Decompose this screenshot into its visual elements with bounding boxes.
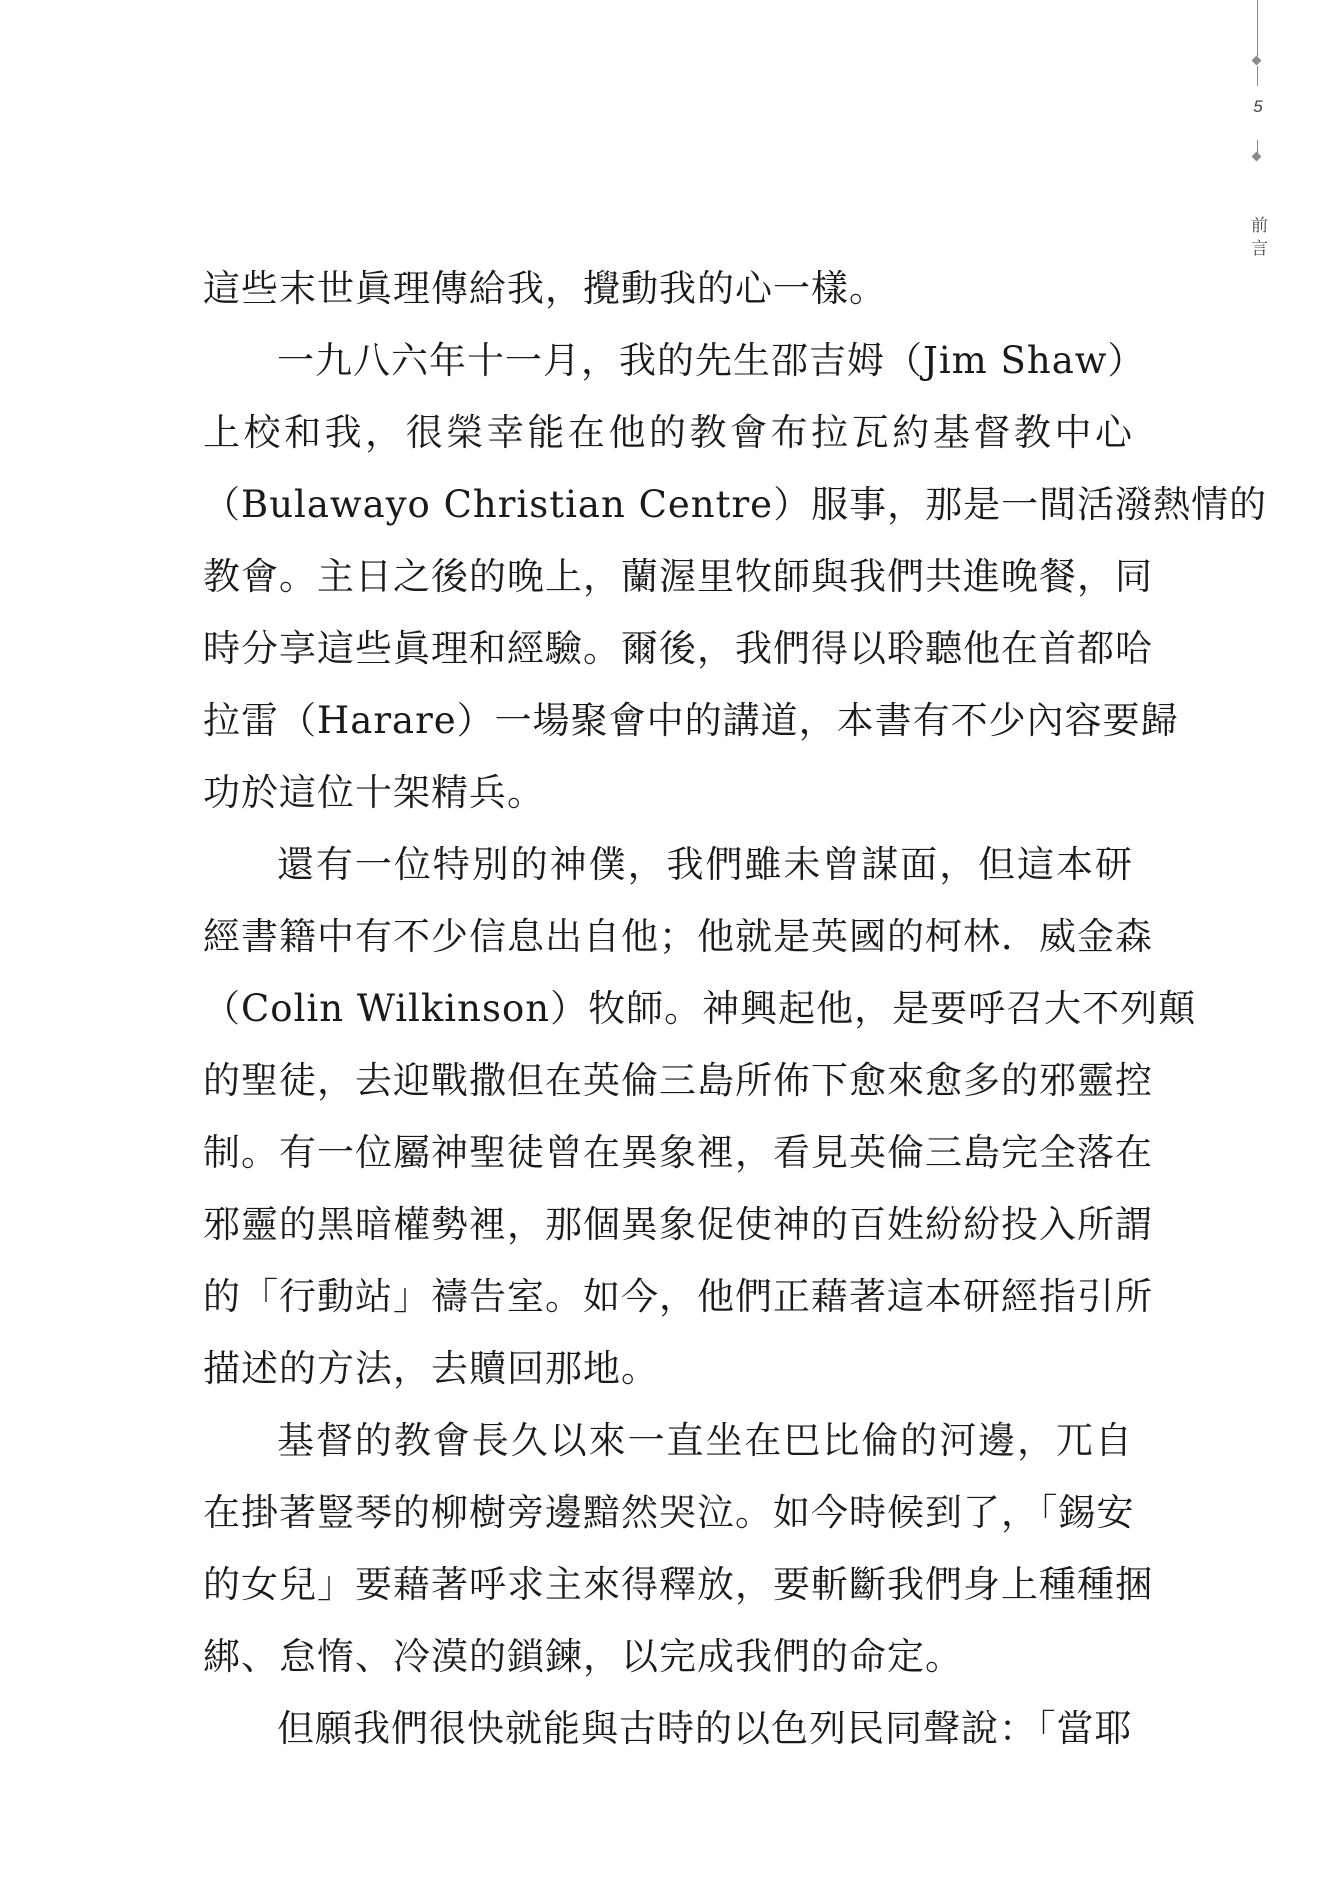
text-line: 在掛著豎琴的柳樹旁邊黯然哭泣。如今時候到了，「錫安 — [203, 1491, 1135, 1534]
margin-rule-mid — [1257, 66, 1258, 86]
text-line: 拉雷（Harare）一場聚會中的講道，本書有不少內容要歸 — [203, 699, 1179, 742]
text-line: 這些末世眞理傳給我，攪動我的心一樣。 — [203, 267, 887, 310]
text-line: （Colin Wilkinson）牧師。神興起他，是要呼召大不列顛 — [203, 987, 1197, 1030]
text-line: 的女兒」要藉著呼求主來得釋放，要斬斷我們身上種種捆 — [203, 1563, 1153, 1606]
text-line: （Bulawayo Christian Centre）服事，那是一間活潑熱情的 — [203, 483, 1268, 526]
text-line: 功於這位十架精兵。 — [203, 771, 545, 814]
margin-rule-top — [1257, 0, 1258, 56]
text-line: 邪靈的黑暗權勢裡，那個異象促使神的百姓紛紛投入所謂 — [203, 1203, 1153, 1246]
margin-diamond-ornament-top — [1252, 56, 1262, 66]
text-line: 描述的方法，去贖回那地。 — [203, 1347, 659, 1390]
page-number: 5 — [1253, 97, 1263, 116]
text-line: 的聖徒，去迎戰撒但在英倫三島所佈下愈來愈多的邪靈控 — [203, 1059, 1153, 1102]
text-line: 還有一位特別的神僕，我們雖未曾謀面，但這本研 — [277, 843, 1133, 886]
text-line: 時分享這些眞理和經驗。爾後，我們得以聆聽他在首都哈 — [203, 627, 1153, 670]
body-text — [203, 253, 1268, 1765]
text-line: 綁、怠惰、冷漠的鎖鍊，以完成我們的命定。 — [203, 1635, 963, 1678]
text-line: 一九八六年十一月，我的先生邵吉姆（Jim Shaw） — [277, 339, 1146, 382]
text-line: 的「行動站」禱告室。如今，他們正藉著這本研經指引所 — [203, 1275, 1153, 1318]
margin-diamond-ornament-bottom — [1252, 152, 1262, 162]
text-line: 上校和我，很榮幸能在他的教會布拉瓦約基督教中心 — [203, 411, 1133, 454]
text-line: 基督的教會長久以來一直坐在巴比倫的河邊，兀自 — [277, 1419, 1133, 1462]
text-line: 制。有一位屬神聖徒曾在異象裡，看見英倫三島完全落在 — [203, 1131, 1153, 1174]
chapter-title: 前言 — [1247, 216, 1267, 262]
text-line: 但願我們很快就能與古時的以色列民同聲說：「當耶 — [277, 1707, 1133, 1750]
text-line: 經書籍中有不少信息出自他；他就是英國的柯林．威金森 — [203, 915, 1153, 958]
text-line: 教會。主日之後的晚上，蘭渥里牧師與我們共進晚餐，同 — [203, 555, 1153, 598]
